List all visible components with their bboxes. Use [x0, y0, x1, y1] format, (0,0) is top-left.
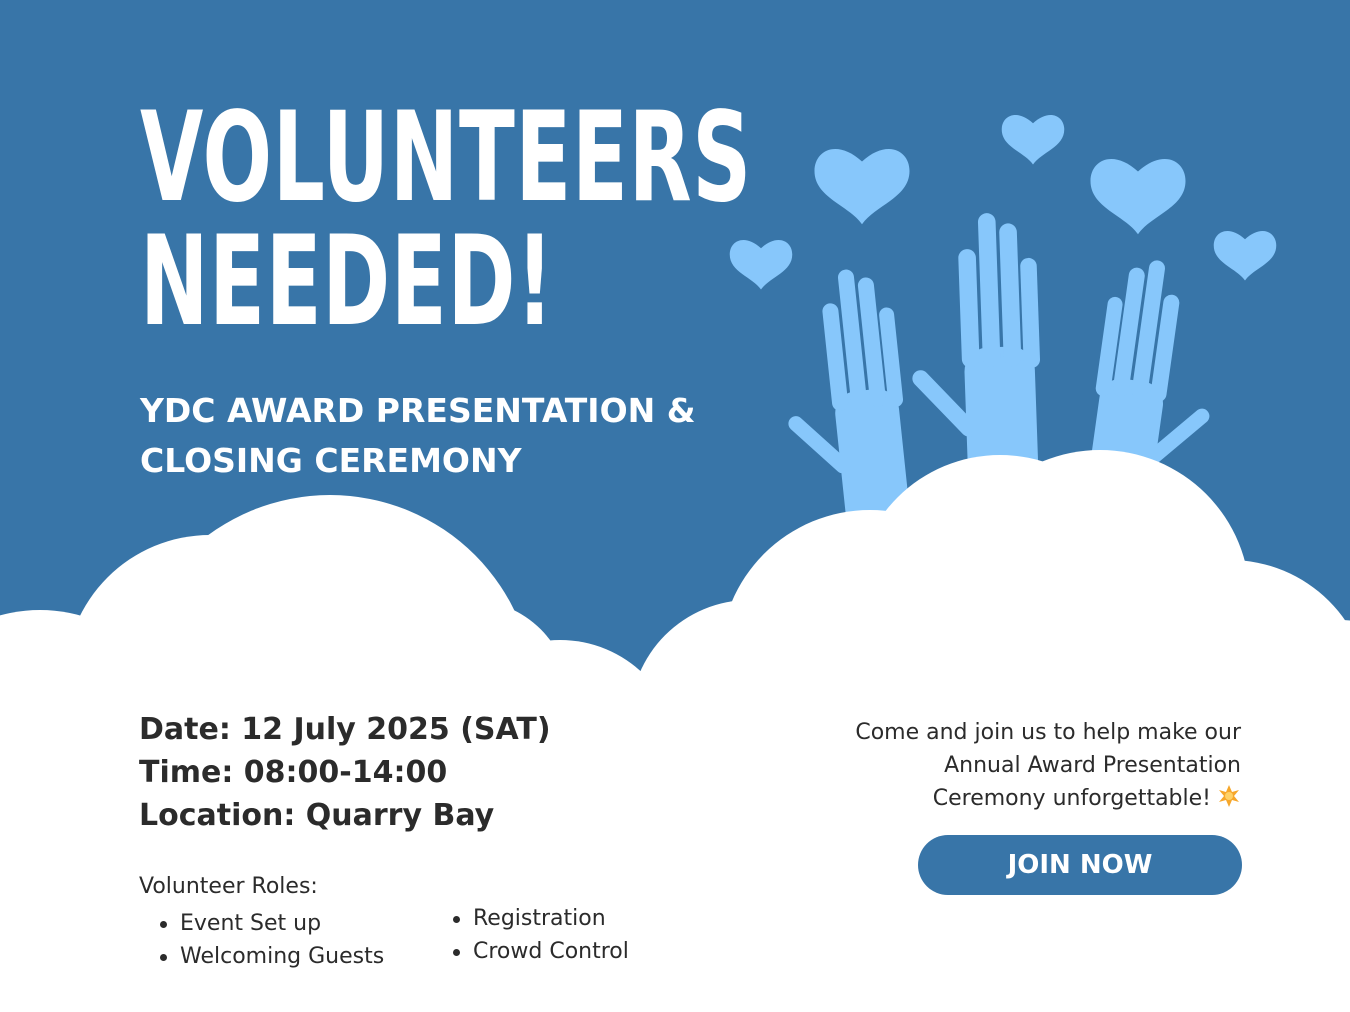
event-details [139, 708, 551, 837]
sparkle-icon [1217, 784, 1241, 808]
list-item: Crowd Control [453, 935, 629, 968]
raised-hand-icon [770, 265, 916, 538]
heart-icon [1002, 115, 1065, 164]
subtitle-line-1: YDC AWARD PRESENTATION & [140, 391, 696, 430]
event-location: Location: Quarry Bay [139, 798, 495, 833]
subtitle-line-2: CLOSING CEREMONY [140, 441, 522, 480]
event-time: Time: 08:00-14:00 [139, 755, 448, 790]
page-title [140, 86, 752, 354]
headline-line-1: VOLUNTEERS [140, 86, 752, 230]
join-now-button[interactable]: JOIN NOW [918, 835, 1242, 895]
roles-heading: Volunteer Roles: [139, 874, 318, 899]
heart-icon [815, 149, 910, 224]
heart-icon [1214, 231, 1277, 280]
invitation-line-2: Annual Award Presentation [944, 753, 1241, 778]
event-date: Date: 12 July 2025 (SAT) [139, 712, 551, 747]
list-item: Event Set up [160, 907, 384, 940]
list-item: Registration [453, 902, 629, 935]
event-subtitle [140, 386, 696, 486]
roles-list-left [160, 907, 384, 973]
heart-icon [1091, 159, 1186, 234]
invitation-text [760, 716, 1241, 815]
headline-line-2: NEEDED! [140, 210, 555, 354]
list-item: Welcoming Guests [160, 940, 384, 973]
invitation-line-3: Ceremony unforgettable! [760, 782, 1241, 815]
invitation-line-1: Come and join us to help make our [855, 720, 1241, 745]
roles-list-right [453, 902, 629, 968]
